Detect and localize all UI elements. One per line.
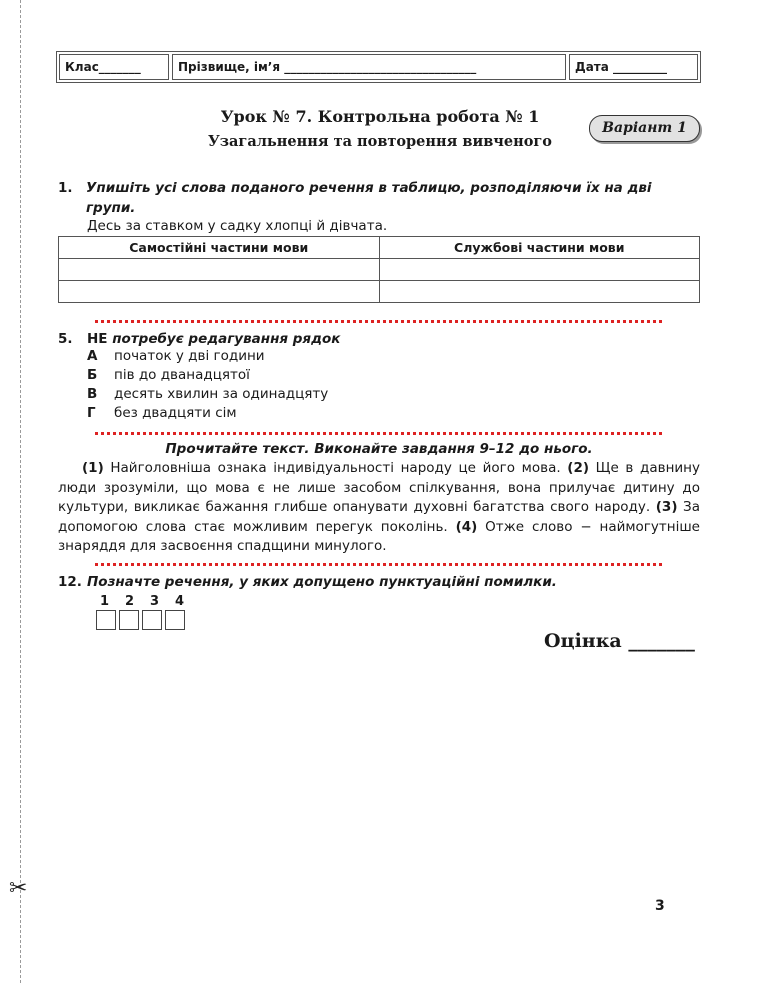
column-header-independent: Самостійні частини мови — [59, 237, 380, 259]
text-title: Прочитайте текст. Виконайте завдання 9–12 до нього. — [165, 441, 593, 457]
table-cell[interactable] — [379, 259, 700, 281]
option-d[interactable]: Г без двадцяти сім — [87, 405, 237, 421]
answer-box-1[interactable] — [96, 610, 116, 630]
task5-instruction-text: потребує редагування рядок — [112, 331, 341, 347]
table-cell[interactable] — [59, 259, 380, 281]
option-c[interactable]: В десять хвилин за одинадцяту — [87, 386, 329, 402]
answer-box-4[interactable] — [165, 610, 185, 630]
task12-instruction: Позначте речення, у яких допущено пунктуаційні помилки. — [87, 574, 557, 590]
page-title: Урок № 7. Контрольна робота № 1 — [220, 107, 540, 126]
scissors-icon: ✂ — [9, 876, 28, 901]
table-cell[interactable] — [59, 281, 380, 303]
task5-instruction — [87, 329, 340, 349]
page-number: 3 — [655, 898, 665, 914]
table-row — [59, 259, 700, 281]
dotted-divider — [95, 432, 662, 435]
answer-box-3[interactable] — [142, 610, 162, 630]
dotted-divider — [95, 563, 662, 566]
class-field[interactable]: Клас_______ — [59, 54, 169, 80]
task1-sentence: Десь за ставком у садку хлопці й дівчата. — [87, 218, 388, 234]
answer-label: 1 — [100, 594, 110, 609]
option-a[interactable]: А початок у дві години — [87, 348, 265, 364]
answer-boxes — [96, 610, 185, 630]
task12-number: 12. — [58, 574, 82, 590]
grade-field[interactable]: Оцінка _______ — [544, 630, 695, 652]
student-info-header — [56, 51, 701, 83]
answer-labels — [100, 594, 200, 609]
reading-paragraph: (1) Найголовніша ознака індивідуальності народу це його мова. (2) Ще в давнину люди зрозуміли, що мова є не лише засобом спілкування, вона прилучає дитину до культури, викликає бажання глибше опанувати духовні багатства свого народу. (3) За допомогою слова стає можливим перегук поколінь. (4) Отже слово − наймогутніше знаряддя для засвоєння спадщини минулого. — [58, 460, 700, 554]
answer-label: 2 — [125, 594, 135, 609]
variant-badge: Варіант 1 — [589, 115, 700, 142]
option-b[interactable]: Б пів до дванадцятої — [87, 367, 250, 383]
answer-box-2[interactable] — [119, 610, 139, 630]
task1-number: 1. — [58, 180, 73, 196]
name-field[interactable]: Прізвище, ім’я ________________________________ — [172, 54, 566, 80]
task1-instruction: Упишіть усі слова поданого речення в таблицю, розподіляючи їх на дві групи. — [86, 180, 652, 216]
table-cell[interactable] — [379, 281, 700, 303]
parts-of-speech-table — [58, 236, 700, 303]
dotted-divider — [95, 320, 662, 323]
task5-lead: НЕ — [87, 331, 108, 347]
answer-label: 4 — [175, 594, 185, 609]
column-header-auxiliary: Службові частини мови — [379, 237, 700, 259]
date-field[interactable]: Дата _________ — [569, 54, 698, 80]
task5-number: 5. — [58, 331, 73, 347]
table-row — [59, 281, 700, 303]
cut-line — [20, 0, 21, 983]
page-subtitle: Узагальнення та повторення вивченого — [208, 133, 552, 150]
answer-label: 3 — [150, 594, 160, 609]
